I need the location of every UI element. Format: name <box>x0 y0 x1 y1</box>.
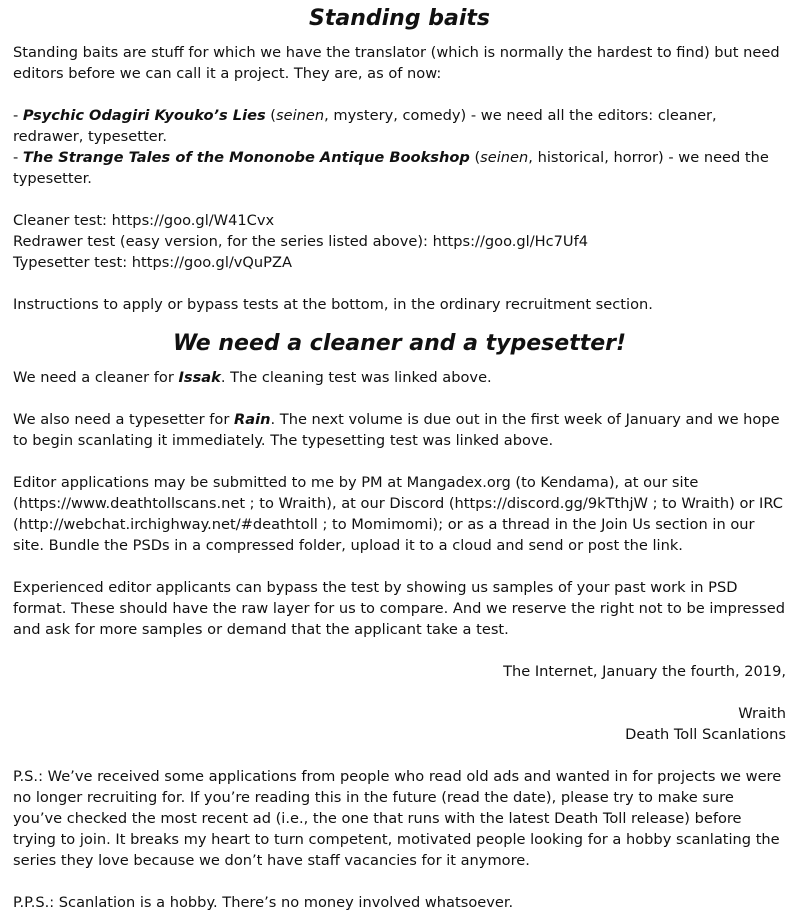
cleaner-series-title: Issak <box>178 369 221 386</box>
bait-genre-italic: seinen <box>276 107 325 124</box>
standing-baits-heading: Standing baits <box>309 6 490 31</box>
bait-item <box>13 105 786 147</box>
bait-prefix: - <box>13 149 23 166</box>
redrawer-test-link: Redrawer test (easy version, for the series listed above): https://goo.gl/Hc7Uf4 <box>13 233 589 250</box>
test-links <box>13 210 786 273</box>
signature-block <box>13 703 786 745</box>
bait-genre-open: ( <box>469 149 481 166</box>
bait-genre-rest: , historical, horror) <box>528 149 664 166</box>
cleaner-request-rest: . The cleaning test was linked above. <box>220 369 492 386</box>
typesetter-request-text: We also need a typesetter for <box>13 411 235 428</box>
typesetter-series-title: Rain <box>234 411 271 428</box>
bait-genre-rest: , mystery, comedy) <box>324 107 467 124</box>
cleaner-request-text: We need a cleaner for <box>13 369 179 386</box>
bait-prefix: - <box>13 107 23 124</box>
cleaner-test-link: Cleaner test: https://goo.gl/W41Cvx <box>13 212 275 229</box>
typesetter-test-link: Typesetter test: https://goo.gl/vQuPZA <box>13 254 292 271</box>
post-postscript: P.P.S.: Scanlation is a hobby. There’s no money involved whatsoever. <box>13 894 514 911</box>
bait-need: - we need all the editors: cleaner, redrawer, typesetter. <box>13 107 717 145</box>
experienced-paragraph: Experienced editor applicants can bypass the test by showing us samples of your past work in PSD format. These should have the raw layer for us to compare. And we reserve the right not to be impressed and ask for more samples or demand that the applicant take a test. <box>13 579 785 638</box>
bait-list <box>13 105 786 189</box>
cleaner-request <box>13 367 786 388</box>
bait-title: Psychic Odagiri Kyouko’s Lies <box>22 107 266 124</box>
cleaner-typesetter-heading: We need a cleaner and a typesetter! <box>172 331 627 356</box>
bait-item <box>13 147 786 189</box>
bait-genre-italic: seinen <box>480 149 529 166</box>
dateline: The Internet, January the fourth, 2019, <box>503 663 786 680</box>
signature-name: Wraith <box>738 705 786 722</box>
applications-paragraph: Editor applications may be submitted to me by PM at Mangadex.org (to Kendama), at our site (https://www.deathtollscans.net ; to Wraith), at our Discord (https://discord.gg/9kTthjW ; to Wraith) or IRC (http://webchat.irchighway.net/#deathtoll ; to Momimomi); or as a thread in the Join Us section in our site. Bundle the PSDs in a compressed folder, upload it to a cloud and send or post the link. <box>13 474 783 554</box>
instructions-note: Instructions to apply or bypass tests at the bottom, in the ordinary recruitment section. <box>13 296 653 313</box>
signature-group: Death Toll Scanlations <box>625 726 786 743</box>
bait-title: The Strange Tales of the Mononobe Antique Bookshop <box>22 149 470 166</box>
typesetter-request <box>13 409 786 451</box>
typesetter-request-rest: . The next volume is due out in the first week of January and we hope to begin scanlating it immediately. The typesetting test was linked above. <box>13 411 780 449</box>
bait-need: - we need the typesetter. <box>13 149 769 187</box>
bait-genre-open: ( <box>265 107 277 124</box>
standing-baits-intro: Standing baits are stuff for which we have the translator (which is normally the hardest to find) but need editors before we can call it a project. They are, as of now: <box>13 44 780 82</box>
postscript: P.S.: We’ve received some applications from people who read old ads and wanted in for projects we were no longer recruiting for. If you’re reading this in the future (read the date), please try to make sure you’ve checked the most recent ad (i.e., the one that runs with the latest Death Toll release) before trying to join. It breaks my heart to turn competent, motivated people looking for a hobby scanlating the series they love because we don’t have staff vacancies for it anymore. <box>13 768 782 869</box>
